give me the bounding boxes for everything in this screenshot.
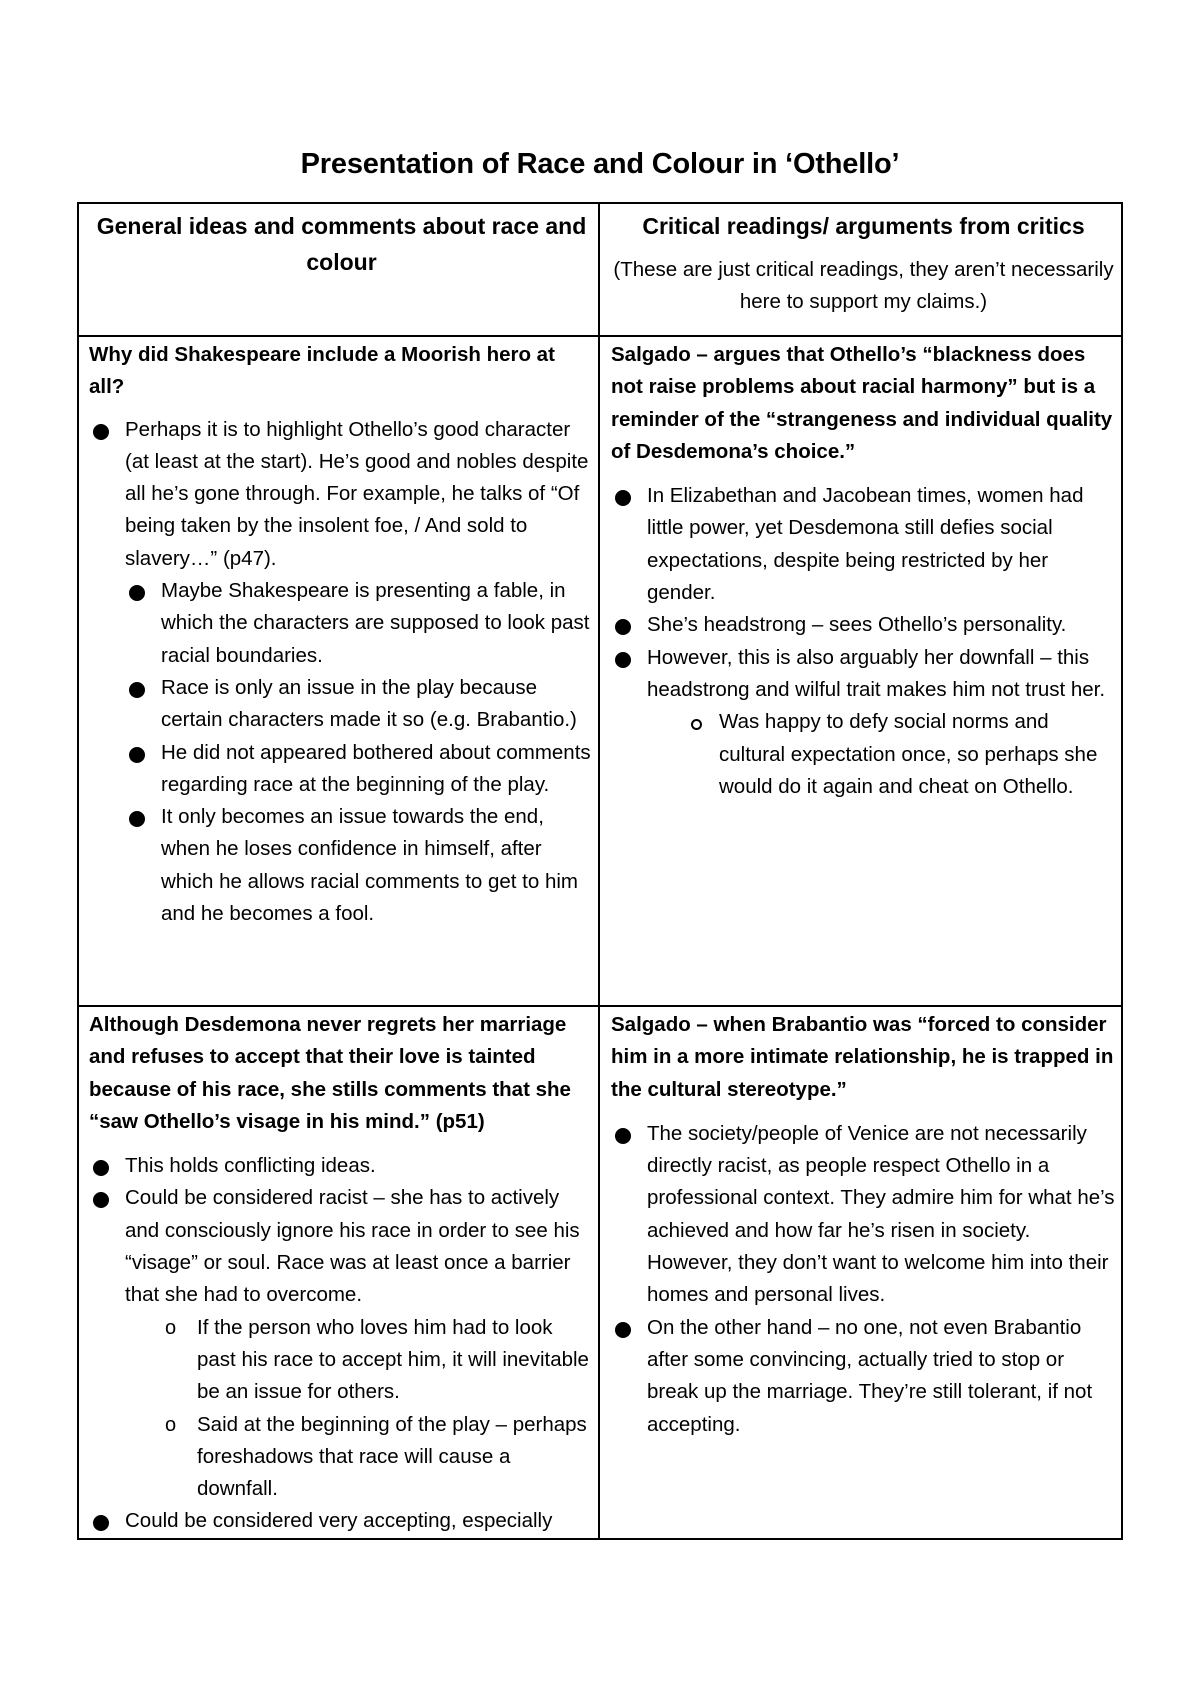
row2-left-cell (89, 1009, 594, 1538)
list-item: This holds conflicting ideas. (89, 1150, 594, 1182)
bullet-icon (129, 585, 145, 601)
list-item: Was happy to defy social norms and cultural expectation once, so perhaps she would do it again and cheat on Othello. (611, 706, 1116, 803)
row-divider-1 (77, 1005, 1123, 1007)
list-item: It only becomes an issue towards the end, when he loses confidence in himself, after which he allows racial comments to get to him and he becomes a fool. (89, 801, 594, 930)
list-item: Perhaps it is to highlight Othello’s good character (at least at the start). He’s good and nobles despite all he’s gone through. For example, he talks of “Of being taken by the insolent foe, / And sold to slavery…” (p47). (89, 414, 594, 575)
row1-left-cell (89, 339, 594, 930)
row1-left-heading: Why did Shakespeare include a Moorish hero at all? (89, 343, 555, 399)
sub-bullet-icon (691, 719, 702, 730)
row2-right-list (611, 1118, 1116, 1441)
list-item: In Elizabethan and Jacobean times, women had little power, yet Desdemona still defies social expectations, despite being restricted by her gender. (611, 480, 1116, 609)
row-divider-header (77, 335, 1123, 337)
sub-bullet-marker: o (165, 1413, 177, 1436)
list-item: On the other hand – no one, not even Brabantio after some convincing, actually tried to stop or break up the marriage. They’re still tolerant, if not accepting. (611, 1312, 1116, 1441)
row1-right-heading: Salgado – argues that Othello’s “blackness does not raise problems about racial harmony” but is a reminder of the “strangeness and individual quality of Desdemona’s choice.” (611, 343, 1113, 463)
list-item: Could be considered racist – she has to actively and consciously ignore his race in order to see his “visage” or soul. Race was at least once a barrier that she had to overcome. (89, 1182, 594, 1311)
bullet-icon (615, 619, 631, 635)
column-divider (598, 202, 600, 1540)
bullet-icon (93, 424, 109, 440)
row1-right-list (611, 480, 1116, 803)
bullet-icon (129, 747, 145, 763)
list-item: Race is only an issue in the play because certain characters made it so (e.g. Brabantio.) (89, 672, 594, 737)
row2-left-heading: Although Desdemona never regrets her marriage and refuses to accept that their love is tainted because of his race, she stills comments that she “saw Othello’s visage in his mind.” (p51) (89, 1013, 571, 1133)
list-item: The society/people of Venice are not necessarily directly racist, as people respect Othello in a professional context. They admire him for what he’s achieved and how far he’s risen in society. However, they don’t want to welcome him into their homes and personal lives. (611, 1118, 1116, 1312)
header-right-cell (611, 208, 1116, 318)
bullet-icon (93, 1160, 109, 1176)
list-item: Could be considered very accepting, especially (89, 1505, 594, 1537)
header-right: Critical readings/ arguments from critics (642, 213, 1085, 239)
header-left: General ideas and comments about race and colour (96, 213, 587, 275)
list-item: However, this is also arguably her downfall – this headstrong and wilful trait makes him not trust her. (611, 642, 1116, 707)
bullet-icon (129, 682, 145, 698)
row2-left-list (89, 1150, 594, 1538)
bullet-icon (615, 490, 631, 506)
list-item: He did not appeared bothered about comments regarding race at the beginning of the play. (89, 737, 594, 802)
row2-right-cell (611, 1009, 1116, 1441)
bullet-icon (615, 1128, 631, 1144)
list-item: o Said at the beginning of the play – perhaps foreshadows that race will cause a downfall. (89, 1409, 594, 1506)
row2-right-heading: Salgado – when Brabantio was “forced to consider him in a more intimate relationship, he is trapped in the cultural stereotype.” (611, 1013, 1114, 1101)
row1-right-cell (611, 339, 1116, 803)
list-item: o If the person who loves him had to look past his race to accept him, it will inevitable be an issue for others. (89, 1312, 594, 1409)
page-title: Presentation of Race and Colour in ‘Othello’ (300, 148, 900, 180)
header-right-note: (These are just critical readings, they aren’t necessarily here to support my claims.) (613, 258, 1114, 313)
bullet-icon (615, 1322, 631, 1338)
list-item: Maybe Shakespeare is presenting a fable, in which the characters are supposed to look past racial boundaries. (89, 575, 594, 672)
row1-left-list (89, 414, 594, 931)
bullet-icon (93, 1515, 109, 1531)
bullet-icon (129, 811, 145, 827)
bullet-icon (93, 1192, 109, 1208)
bullet-icon (615, 652, 631, 668)
sub-bullet-marker: o (165, 1316, 177, 1339)
list-item: She’s headstrong – sees Othello’s personality. (611, 609, 1116, 641)
